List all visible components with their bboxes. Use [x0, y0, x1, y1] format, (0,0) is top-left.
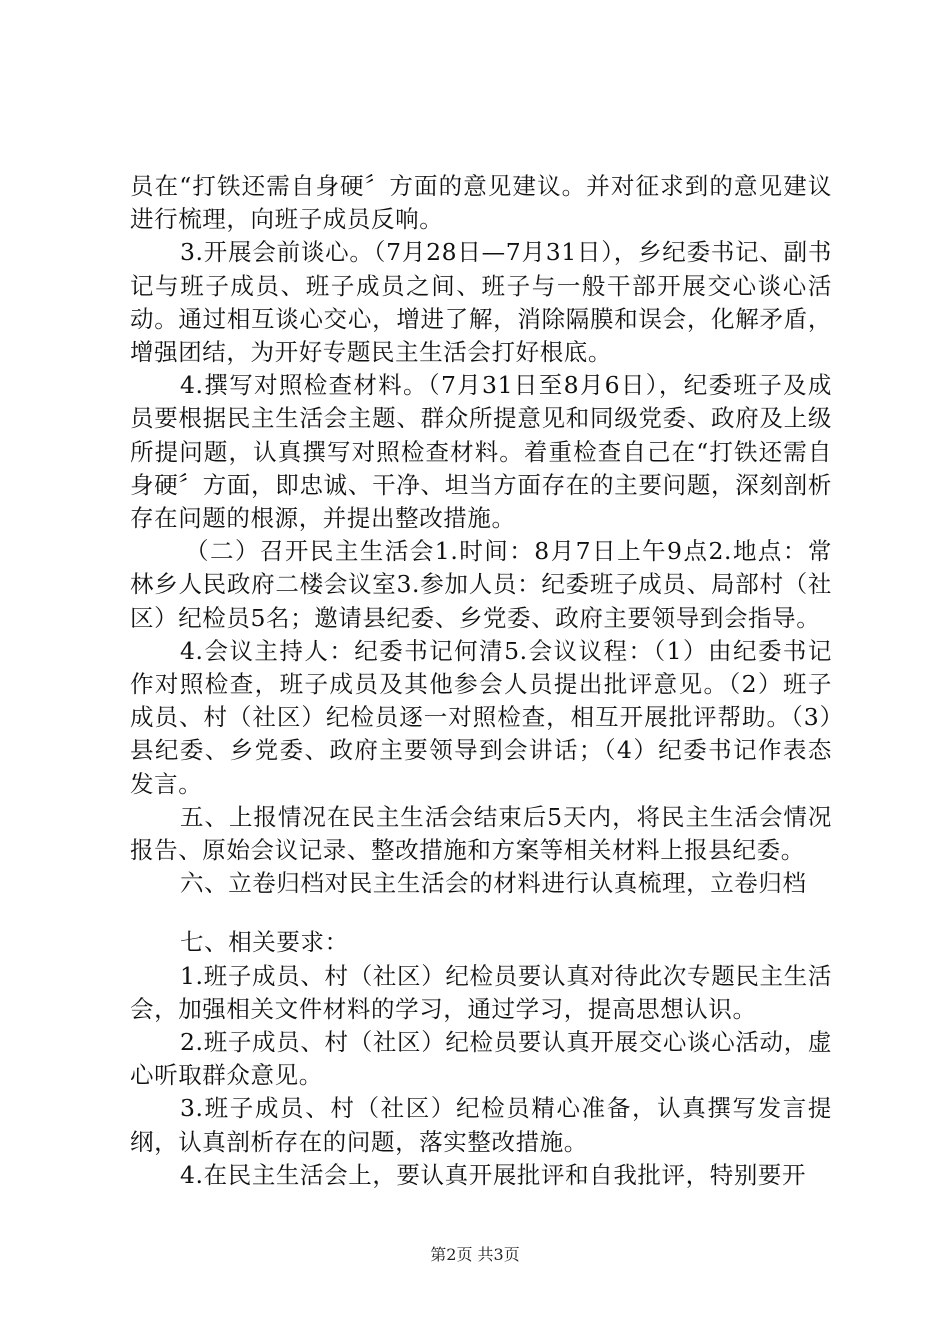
paragraph-report-status: 五、上报情况在民主生活会结束后5天内，将民主生活会情况报告、原始会议记录、整改措施和方案等相关材料上报县纪委。	[130, 802, 832, 865]
paragraph-archive: 六、立卷归档对民主生活会的材料进行认真梳理，立卷归档	[180, 869, 807, 898]
paragraph-requirement-3: 3.班子成员、村（社区）纪检员精心准备，认真撰写发言提纲，认真剖析存在的问题，落实整改措施。	[130, 1094, 832, 1156]
page-number-footer: 第2页 共3页	[430, 1245, 520, 1264]
paragraph-continuation: 员在“打铁还需自身硬〞方面的意见建议。并对征求到的意见建议进行梳理，向班子成员反响。	[130, 172, 832, 234]
document-body	[130, 170, 832, 1192]
paragraph-requirement-2: 2.班子成员、村（社区）纪检员要认真开展交心谈心活动，虚心听取群众意见。	[130, 1028, 832, 1090]
paragraph-hold-meeting: （二）召开民主生活会1.时间：8月7日上午9点2.地点：常林乡人民政府二楼会议室3.参加人员：纪委班子成员、局部村（社区）纪检员5名；邀请县纪委、乡党委、政府主要领导到会指导。	[130, 537, 832, 632]
paragraph-requirements-heading: 七、相关要求：	[180, 928, 349, 957]
paragraph-pre-meeting-talk: 3.开展会前谈心。（7月28日—7月31日），乡纪委书记、副书记与班子成员、班子成员之间、班子与一般干部开展交心谈心活动。通过相互谈心交心，增进了解，消除隔膜和误会，化解矛盾，增强团结，为开好专题民主生活会打好根底。	[130, 238, 832, 367]
paragraph-review-materials: 4.撰写对照检查材料。（7月31日至8月6日），纪委班子及成员要根据民主生活会主题、群众所提意见和同级党委、政府及上级所提问题，认真撰写对照检查材料。着重检查自己在“打铁还需自身硬〞方面，即忠诚、干净、坦当方面存在的主要问题，深刻剖析存在问题的根源，并提出整改措施。	[130, 371, 832, 533]
paragraph-gap	[130, 900, 832, 926]
paragraph-meeting-agenda: 4.会议主持人：纪委书记何清5.会议议程：（1）由纪委书记作对照检查，班子成员及其他参会人员提出批评意见。（2）班子成员、村（社区）纪检员逐一对照检查，相互开展批评帮助。（3）县纪委、乡党委、政府主要领导到会讲话；（4）纪委书记作表态发言。	[130, 636, 832, 798]
paragraph-requirement-4: 4.在民主生活会上，要认真开展批评和自我批评，特别要开	[180, 1160, 807, 1189]
paragraph-requirement-1: 1.班子成员、村（社区）纪检员要认真对待此次专题民主生活会，加强相关文件材料的学习，通过学习，提高思想认识。	[130, 961, 832, 1023]
